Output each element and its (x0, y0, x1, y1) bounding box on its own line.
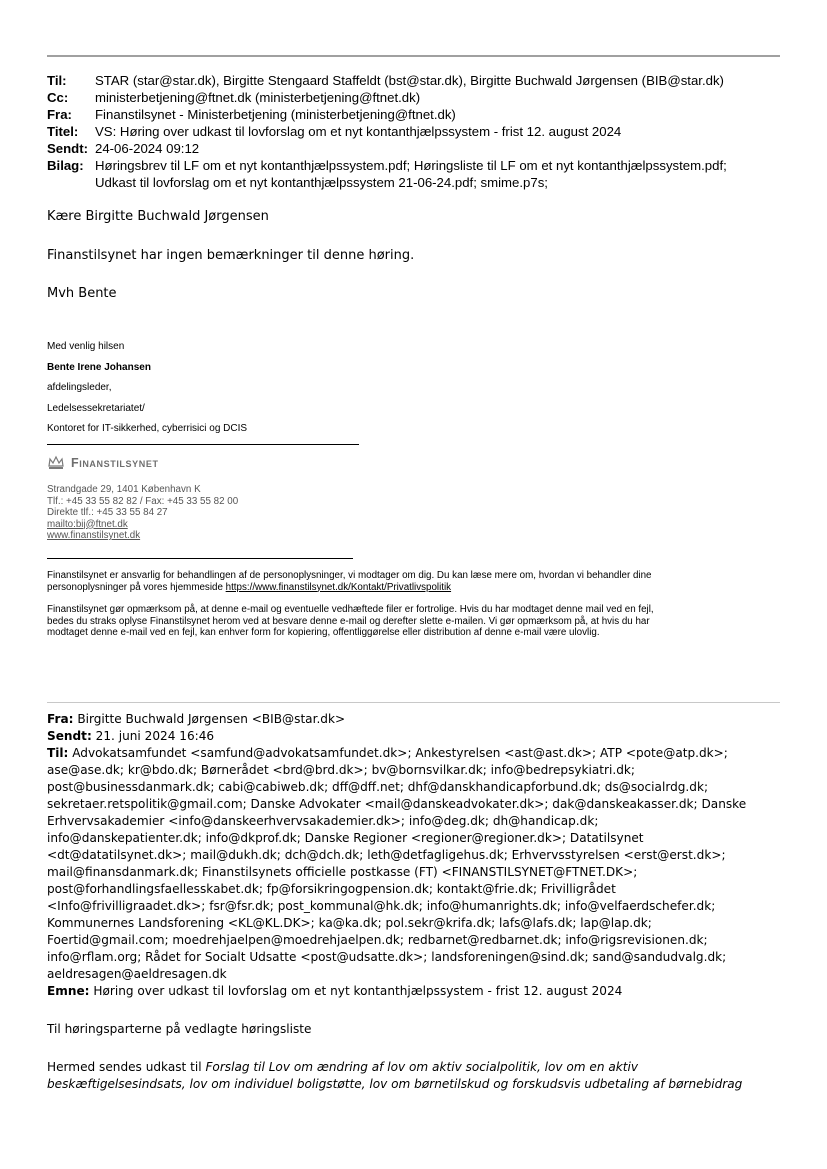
fwd-intro: Til høringsparterne på vedlagte høringsliste (47, 1022, 312, 1036)
to-value: STAR (star@star.dk), Birgitte Stengaard Staffeldt (bst@star.dk), Birgitte Buchwald Jørgensen (BIB@star.dk) (95, 73, 724, 88)
signature-role: afdelingsleder, (47, 382, 112, 393)
signature-divider-bottom (47, 558, 353, 559)
fwd-from-value: Birgitte Buchwald Jørgensen <BIB@star.dk> (77, 712, 346, 726)
fwd-to-block (47, 745, 787, 983)
attach-line-2[interactable]: Udkast til lovforslag om et nyt kontanthjælpssystem 21-06-24.pdf; smime.p7s; (95, 175, 548, 190)
email-header (47, 72, 787, 191)
fwd-to-line: info@danskepatienter.dk; info@dkprof.dk; Danske Regioner <regioner@regioner.dk>; Datatilsynet (47, 831, 644, 845)
fwd-subject-label: Emne: (47, 984, 90, 998)
fwd-to-line: Advokatsamfundet <samfund@advokatsamfundet.dk>; Ankestyrelsen <ast@ast.dk>; ATP <pote@atp.dk>; (72, 746, 728, 760)
header-to-row (47, 72, 787, 89)
top-divider (47, 55, 780, 57)
reply-closing: Mvh Bente (47, 286, 117, 301)
title-value: VS: Høring over udkast til lovforslag om et nyt kontanthjælpssystem - frist 12. august 2024 (95, 124, 622, 139)
header-title-row (47, 123, 787, 140)
confidential-line-1: Finanstilsynet gør opmærksom på, at denne e-mail og eventuelle vedhæftede filer er fortrolige. Hvis du har modtaget denne mail ved en fejl, (47, 604, 654, 615)
crown-icon (47, 455, 65, 471)
privacy-notice (47, 570, 782, 593)
privacy-line-1: Finanstilsynet er ansvarlig for behandlingen af de personoplysninger, vi modtager om dig. Du kan læse mere om, hvordan vi behandler dine (47, 570, 652, 581)
attach-line-1[interactable]: Høringsbrev til LF om et nyt kontanthjælpssystem.pdf; Høringsliste til LF om et nyt kontanthjælpssystem.pdf; (95, 158, 727, 173)
from-label: Fra: (47, 107, 72, 122)
fwd-from-row (47, 711, 787, 728)
attach-label: Bilag: (47, 158, 84, 173)
header-sent-row (47, 140, 787, 157)
fwd-sent-label: Sendt: (47, 729, 92, 743)
privacy-policy-link[interactable]: https://www.finanstilsynet.dk/Kontakt/Privatlivspolitik (225, 581, 452, 593)
attach-value (95, 157, 787, 191)
fwd-to-line: <Info@frivilligraadet.dk>; fsr@fsr.dk; post_kommunal@hk.dk; info@humanrights.dk; info@velfaerdschefer.dk; (47, 899, 716, 913)
direct-phone-line: Direkte tlf.: +45 33 55 84 27 (47, 507, 168, 518)
fwd-to-line: sekretaer.retspolitik@gmail.com; Danske Advokater <mail@danskeadvokater.dk>; dak@danskeakasser.dk; Danske (47, 797, 747, 811)
privacy-line-2: personoplysninger på vores hjemmeside (47, 581, 223, 593)
sent-label: Sendt: (47, 141, 89, 156)
fwd-body-italic-1: Forslag til Lov om ændring af lov om aktiv socialpolitik, lov om en aktiv (205, 1060, 639, 1074)
signature-name: Bente Irene Johansen (47, 362, 151, 373)
fwd-subject-row (47, 983, 787, 1000)
fwd-sent-value: 21. juni 2024 16:46 (95, 729, 215, 743)
fwd-to-line: aeldresagen@aeldresagen.dk (47, 967, 227, 981)
confidentiality-notice (47, 604, 782, 639)
fwd-to-line: Erhvervsakademier <info@danskeerhvervsakademier.dk>; info@deg.dk; dh@handicap.dk; (47, 814, 599, 828)
header-cc-row (47, 89, 787, 106)
fwd-sent-row (47, 728, 787, 745)
to-label: Til: (47, 73, 67, 88)
fwd-to-line: Kommunernes Landsforening <KL@KL.DK>; ka@ka.dk; pol.sekr@krifa.dk; lafs@lafs.dk; lap@lap.dk; (47, 916, 652, 930)
fwd-from-label: Fra: (47, 712, 74, 726)
fwd-to-line: post@businessdanmark.dk; cabi@cabiweb.dk; dff@dff.net; dhf@danskhandicapforbund.dk; ds@socialrdg.dk; (47, 780, 709, 794)
header-from-row (47, 106, 787, 123)
signature-dept: Ledelsessekretariatet/ (47, 403, 145, 414)
cc-value: ministerbetjening@ftnet.dk (ministerbetjening@ftnet.dk) (95, 90, 421, 105)
sent-value: 24-06-2024 09:12 (95, 141, 200, 156)
fwd-to-line: <dt@datatilsynet.dk>; mail@dukh.dk; dch@dch.dk; leth@detfagligehus.dk; Erhvervsstyrelsen <erst@erst.dk>; (47, 848, 726, 862)
mailto-link[interactable]: mailto:bij@ftnet.dk (47, 518, 128, 530)
reply-message: Finanstilsynet har ingen bemærkninger til denne høring. (47, 248, 415, 263)
finanstilsynet-logo (47, 455, 159, 471)
fwd-to-line: ase@ase.dk; kr@bdo.dk; Børnerådet <brd@brd.dk>; bv@bornsvilkar.dk; info@bedrepsykiatri.dk; (47, 763, 635, 777)
fwd-to-line: mail@finansdanmark.dk; Finanstilsynets officielle postkasse (FT) <FINANSTILSYNET@FTNET.DK>; (47, 865, 638, 879)
greeting: Kære Birgitte Buchwald Jørgensen (47, 209, 269, 224)
fwd-to-label: Til: (47, 746, 69, 760)
forward-divider (47, 702, 780, 703)
fwd-body-prefix: Hermed sendes udkast til (47, 1060, 202, 1074)
website-link[interactable]: www.finanstilsynet.dk (47, 530, 141, 541)
confidential-line-3: modtaget denne e-mail ved en fejl, kan enhver form for kopiering, offentliggørelse eller distribution af denne e-mail være ulovlig. (47, 627, 600, 638)
confidential-line-2: bedes du straks oplyse Finanstilsynet herom ved at besvare denne e-mail og derefter slette e-mailen. Vi gør opmærksom på, at hvis du har (47, 615, 650, 627)
forwarded-email (47, 711, 787, 1093)
title-label: Titel: (47, 124, 79, 139)
fwd-to-line: info@rflam.org; Rådet for Socialt Udsatte <post@udsatte.dk>; landsforeningen@sind.dk; sand@sandudvalg.dk; (47, 950, 727, 964)
signature-divider-top (47, 444, 359, 445)
signature-address-block (47, 484, 238, 542)
from-value: Finanstilsynet - Ministerbetjening (ministerbetjening@ftnet.dk) (95, 107, 456, 122)
phone-line: Tlf.: +45 33 55 82 82 / Fax: +45 33 55 82 00 (47, 495, 239, 507)
fwd-body-italic-2: beskæftigelsesindsats, lov om individuel boligstøtte, lov om børnetilskud og forskudsvis udbetaling af børnebidrag (47, 1077, 743, 1091)
signature-office: Kontoret for IT-sikkerhed, cyberrisici og DCIS (47, 423, 248, 434)
logo-text: Finanstilsynet (71, 456, 159, 470)
fwd-subject-value: Høring over udkast til lovforslag om et nyt kontanthjælpssystem - frist 12. august 2024 (93, 984, 623, 998)
signature-regards: Med venlig hilsen (47, 341, 125, 352)
header-attach-row (47, 157, 787, 191)
address-line: Strandgade 29, 1401 København K (47, 484, 201, 495)
fwd-body-line-1 (47, 1059, 787, 1076)
cc-label: Cc: (47, 90, 69, 105)
fwd-to-line: post@forhandlingsfaellesskabet.dk; fp@forsikringogpension.dk; kontakt@frie.dk; Frivilligrådet (47, 882, 616, 896)
fwd-to-line: Foertid@gmail.com; moedrehjaelpen@moedrehjaelpen.dk; redbarnet@redbarnet.dk; info@rigsrevisionen.dk; (47, 933, 708, 947)
